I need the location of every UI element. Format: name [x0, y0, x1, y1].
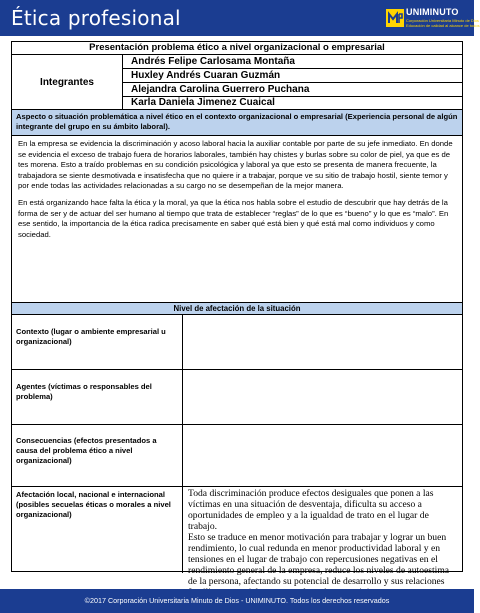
- nivel-heading-text: Nivel de afectación de la situación: [173, 304, 301, 313]
- aspect-heading-text: Aspecto o situación problemática a nivel ético en el contexto organizacional o empresarial (Experiencia personal de algún integrante del grupo en su ámbito laboral).: [16, 112, 458, 131]
- logo-tagline: Educación de calidad al alcance de todos: [406, 23, 480, 28]
- agents-row: [12, 370, 462, 425]
- narrative-paragraph: En está organizando hace falta la ética y la moral, ya que la ética nos habla sobre el estudio de descubrir que hay detrás de la forma de ser y de actuar del ser humano al tiempo que trata de establecer “reglas” de lo que es “bueno” y lo que es “malo”. En ese sentido, la importancia de la ética radica precisamente en saber qué está bien y qué está mal como individuos y como sociedad.: [18, 197, 449, 239]
- context-label: Contexto (lugar o ambiente empresarial u organizacional): [12, 315, 183, 369]
- affectation-value: [183, 487, 462, 587]
- logo-name: UNIMINUTO: [406, 7, 459, 17]
- document-title: Presentación problema ético a nivel organizacional o empresarial: [89, 42, 385, 53]
- agents-label: Agentes (víctimas o responsables del problema): [12, 370, 183, 424]
- narrative-section: [12, 136, 462, 303]
- member-name: Huxley Andrés Cuaran Guzmán: [123, 69, 462, 83]
- affectation-paragraph: Toda discriminación produce efectos desiguales que ponen a las víctimas en una situación de desventaja, dificulta su acceso a oportunidades de empleo y a la igualdad de trato en el lugar de trabajo.: [188, 488, 434, 532]
- consequences-row: [12, 425, 462, 487]
- logo-mark-icon: [385, 8, 405, 28]
- nivel-heading: [12, 303, 462, 315]
- member-name: Andrés Felipe Carlosama Montaña: [123, 55, 462, 69]
- document-table: [11, 41, 463, 587]
- document-title-row: [12, 42, 462, 55]
- footer-copyright: ©2017 Corporación Universitaria Minuto de Dios - UNIMINUTO. Todos los derechos reservados: [84, 596, 390, 605]
- affectation-paragraph: Esto se traduce en menor motivación para trabajar y lograr un buen rendimiento, lo cual redunda en menor productividad laboral y en tensiones en el lugar de trabajo con repercusiones negativas en el rendimiento general de la empresa, reduce los niveles de autoestima de la persona, afectando su potencial de desarrollo y sus relaciones: [188, 532, 450, 587]
- member-name: Karla Daniela Jimenez Cuaical: [131, 97, 275, 108]
- consequences-label: Consecuencias (efectos presentados a causa del problema ético a nivel organizacional): [12, 425, 183, 486]
- consequences-value: [183, 425, 462, 486]
- agents-value: [183, 370, 462, 424]
- integrantes-row: [12, 55, 462, 110]
- logo-subtitle: Corporación Universitaria Minuto de Dios: [406, 18, 479, 23]
- context-row: [12, 315, 462, 370]
- affectation-row: [12, 487, 462, 587]
- integrantes-label: Integrantes: [12, 55, 123, 109]
- narrative-paragraph: En la empresa se evidencia la discriminación y acoso laboral hacia la auxiliar contable por parte de su jefe inmediato. En donde se evidencia el exceso de trabajo fuera de horarios laborales, también hay chistes y burlas sobre su color de piel, ya que es de tes morena. Esto a traído problemas en su condición psicológica y laboral ya que esto se presenta de manera frecuente, la trabajadora se siente desmotivada e insatisfecha que no quiere ir a trabajar, porque ve su sitio de trabajo hostil, siente temor y por ende todas las actividades relacionadas a su cargo no se desempeñan de la mejor manera.: [18, 139, 453, 191]
- member-name: Alejandra Carolina Guerrero Puchana: [123, 83, 462, 97]
- aspect-heading: [12, 110, 462, 136]
- context-value: [183, 315, 462, 369]
- uniminuto-logo: [385, 6, 480, 32]
- course-title: Ética profesional: [11, 6, 181, 30]
- affectation-label: Afectación local, nacional e internacional (posibles secuelas éticas o morales a nivel organizacional): [12, 487, 183, 573]
